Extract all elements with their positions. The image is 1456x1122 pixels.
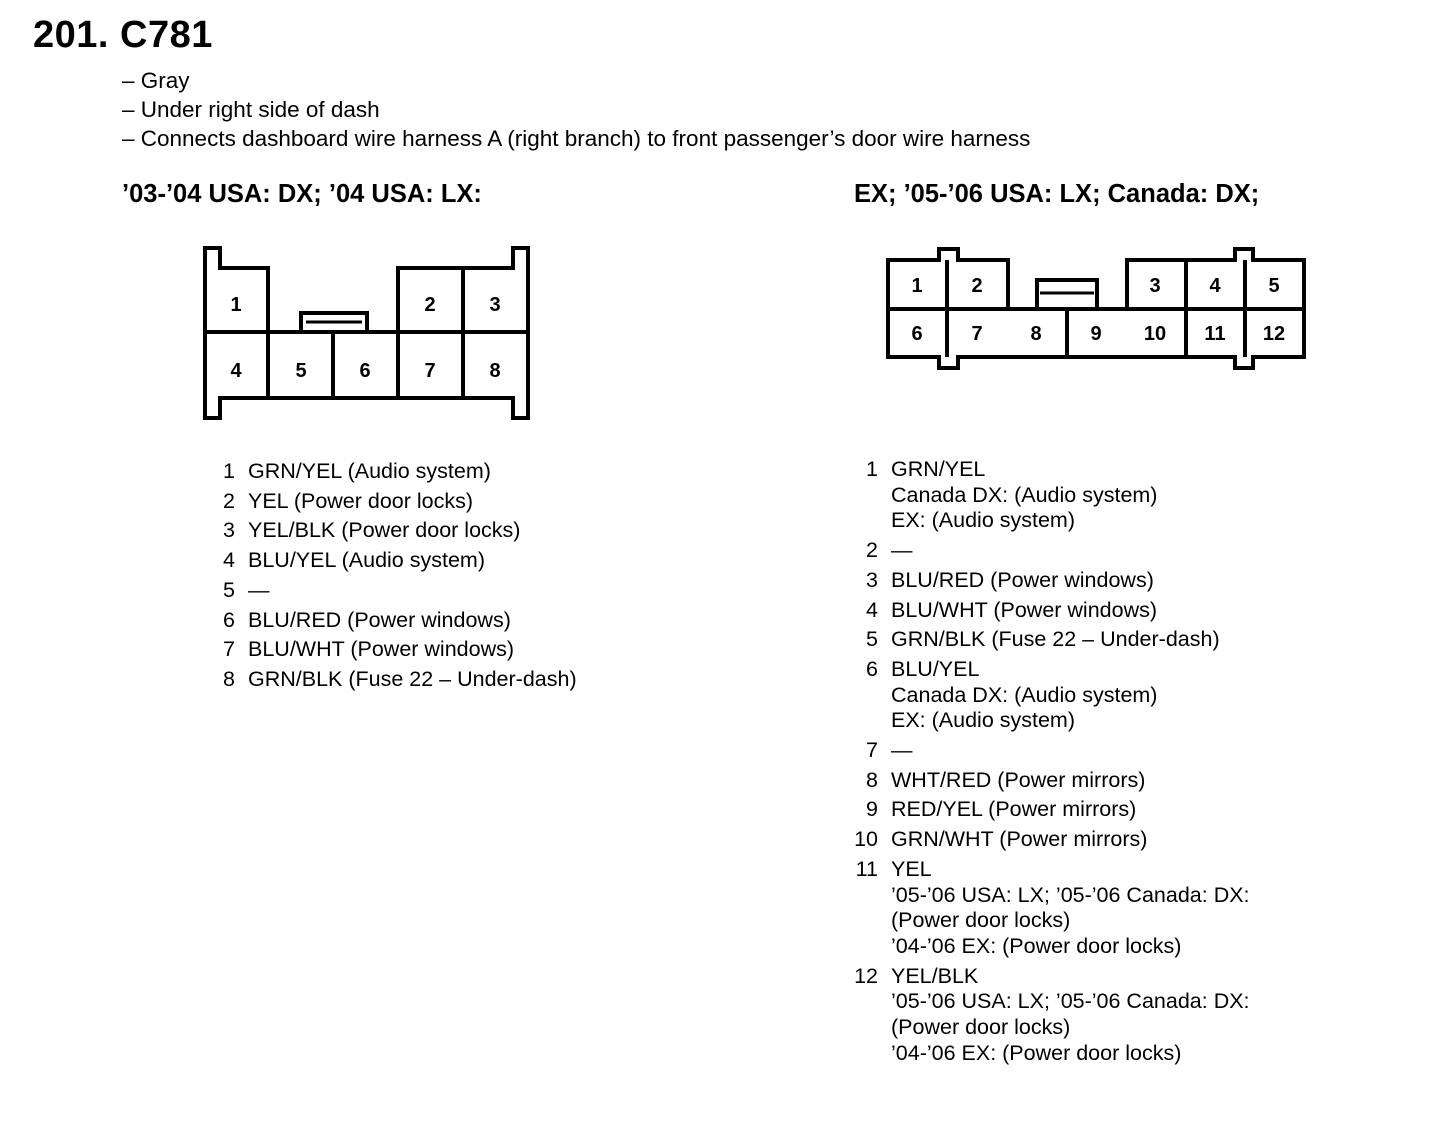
left-cavity-7: 7 bbox=[424, 360, 436, 382]
pin-description bbox=[248, 516, 520, 546]
connector-location: – Under right side of dash bbox=[122, 97, 380, 122]
pin-description bbox=[891, 657, 1157, 734]
pin-description bbox=[891, 598, 1157, 624]
pin-number: 8 bbox=[223, 666, 235, 691]
right-pin-2 bbox=[846, 538, 1250, 564]
pin-description bbox=[248, 546, 485, 576]
right-pinout-list bbox=[846, 457, 1250, 1070]
wire-color: — bbox=[891, 538, 913, 563]
pin-description bbox=[891, 797, 1136, 823]
left-cavity-1: 1 bbox=[230, 294, 242, 316]
connector-description: – Connects dashboard wire harness A (right branch) to front passenger’s door wire harness bbox=[122, 126, 1031, 151]
wire-color: YEL/BLK bbox=[891, 963, 979, 988]
wire-color: GRN/WHT (Power mirrors) bbox=[891, 827, 1148, 852]
pin-description bbox=[248, 457, 491, 487]
pin-note: ’05-’06 USA: LX; ’05-’06 Canada: DX: bbox=[891, 989, 1250, 1014]
right-cavity-9: 9 bbox=[1090, 323, 1102, 345]
right-pin-10 bbox=[846, 827, 1250, 853]
connector-color: – Gray bbox=[122, 68, 190, 93]
pin-number: 9 bbox=[866, 797, 878, 822]
left-cavity-4: 4 bbox=[230, 360, 242, 382]
left-cavity-6: 6 bbox=[359, 360, 371, 382]
wire-color: GRN/YEL (Audio system) bbox=[248, 459, 491, 483]
pin-number: 1 bbox=[223, 459, 235, 483]
pin-number: 3 bbox=[223, 518, 235, 543]
wire-color: — bbox=[891, 738, 913, 763]
pin-number: 4 bbox=[223, 548, 235, 573]
left-pin-6 bbox=[203, 606, 577, 636]
right-pin-4 bbox=[846, 598, 1250, 624]
pin-description bbox=[248, 606, 511, 636]
pin-number: 3 bbox=[866, 567, 878, 592]
pin-number: 10 bbox=[854, 827, 878, 852]
pin-number: 2 bbox=[223, 488, 235, 513]
wire-color: BLU/RED (Power windows) bbox=[248, 607, 511, 632]
pin-number: 6 bbox=[866, 656, 878, 681]
page-title: 201. C781 bbox=[33, 14, 213, 56]
left-pin-8 bbox=[203, 665, 577, 695]
pin-note: Canada DX: (Audio system) bbox=[891, 482, 1158, 507]
wire-color: GRN/YEL bbox=[891, 457, 986, 481]
wire-color: BLU/YEL bbox=[891, 656, 980, 681]
pin-note: EX: (Audio system) bbox=[891, 508, 1075, 533]
right-cavity-6: 6 bbox=[911, 323, 923, 345]
pin-number: 4 bbox=[866, 597, 878, 622]
pin-number: 1 bbox=[866, 457, 878, 481]
right-pin-6 bbox=[846, 657, 1250, 734]
left-cavity-2: 2 bbox=[424, 294, 436, 316]
pin-description bbox=[248, 635, 514, 665]
pin-description bbox=[248, 576, 270, 606]
right-pin-3 bbox=[846, 568, 1250, 594]
pin-note: ’04-’06 EX: (Power door locks) bbox=[891, 1040, 1182, 1065]
pin-note: EX: (Audio system) bbox=[891, 708, 1075, 733]
right-pin-8 bbox=[846, 768, 1250, 794]
right-pin-9 bbox=[846, 797, 1250, 823]
right-cavity-1: 1 bbox=[911, 275, 923, 297]
pin-note: ’04-’06 EX: (Power door locks) bbox=[891, 933, 1182, 958]
wire-color: BLU/RED (Power windows) bbox=[891, 567, 1154, 592]
pin-description bbox=[248, 487, 473, 517]
pin-description bbox=[891, 627, 1220, 653]
right-cavity-8: 8 bbox=[1030, 323, 1042, 345]
pin-number: 11 bbox=[855, 856, 878, 881]
right-cavity-11: 11 bbox=[1204, 323, 1226, 345]
left-pin-1 bbox=[203, 457, 577, 487]
right-cavity-2: 2 bbox=[971, 275, 983, 297]
right-cavity-10: 10 bbox=[1143, 323, 1167, 345]
right-cavity-12: 12 bbox=[1262, 323, 1286, 345]
left-pinout-list bbox=[203, 457, 577, 695]
pin-description bbox=[891, 457, 1157, 534]
pin-description bbox=[891, 538, 913, 564]
left-pin-2 bbox=[203, 487, 577, 517]
wire-color: WHT/RED (Power mirrors) bbox=[891, 767, 1146, 792]
right-cavity-3: 3 bbox=[1149, 275, 1161, 297]
wire-color: GRN/BLK (Fuse 22 – Under-dash) bbox=[248, 666, 577, 691]
right-cavity-5: 5 bbox=[1268, 275, 1280, 297]
pin-description bbox=[891, 768, 1145, 794]
left-variant-heading: ’03-’04 USA: DX; ’04 USA: LX: bbox=[122, 180, 482, 208]
pin-number: 2 bbox=[866, 538, 878, 563]
wire-color: YEL bbox=[891, 856, 932, 881]
wire-color: BLU/WHT (Power windows) bbox=[248, 637, 515, 662]
left-cavity-8: 8 bbox=[489, 360, 501, 382]
left-pin-4 bbox=[203, 546, 577, 576]
pin-number: 5 bbox=[223, 577, 235, 602]
left-pin-5 bbox=[203, 576, 577, 606]
right-pin-5 bbox=[846, 627, 1250, 653]
wire-color: GRN/BLK (Fuse 22 – Under-dash) bbox=[891, 627, 1220, 652]
wire-color: YEL (Power door locks) bbox=[248, 488, 474, 513]
pin-number: 7 bbox=[866, 738, 878, 763]
right-pin-11 bbox=[846, 857, 1250, 960]
pin-number: 7 bbox=[223, 637, 235, 662]
left-pin-7 bbox=[203, 635, 577, 665]
pin-note: (Power door locks) bbox=[891, 1015, 1071, 1040]
pin-number: 8 bbox=[866, 767, 878, 792]
right-pin-12 bbox=[846, 964, 1250, 1067]
pin-description bbox=[891, 964, 1250, 1067]
left-cavity-3: 3 bbox=[489, 294, 501, 316]
right-cavity-4: 4 bbox=[1209, 275, 1221, 297]
wire-color: RED/YEL (Power mirrors) bbox=[891, 797, 1137, 822]
wire-color: BLU/WHT (Power windows) bbox=[891, 597, 1158, 622]
pin-number: 6 bbox=[223, 607, 235, 632]
pin-note: (Power door locks) bbox=[891, 908, 1071, 933]
left-pin-3 bbox=[203, 516, 577, 546]
right-cavity-7: 7 bbox=[971, 323, 983, 345]
pin-note: Canada DX: (Audio system) bbox=[891, 682, 1158, 707]
pin-description bbox=[891, 568, 1154, 594]
left-cavity-5: 5 bbox=[295, 360, 307, 382]
right-pin-1 bbox=[846, 457, 1250, 534]
pin-description bbox=[248, 665, 577, 695]
right-pin-7 bbox=[846, 738, 1250, 764]
wire-color: BLU/YEL (Audio system) bbox=[248, 548, 485, 573]
wire-color: — bbox=[248, 577, 270, 602]
pin-number: 5 bbox=[866, 627, 878, 652]
pin-number: 12 bbox=[854, 963, 878, 988]
pin-description bbox=[891, 738, 913, 764]
pin-description bbox=[891, 827, 1147, 853]
pin-note: ’05-’06 USA: LX; ’05-’06 Canada: DX: bbox=[891, 882, 1250, 907]
pin-description bbox=[891, 857, 1250, 960]
wire-color: YEL/BLK (Power door locks) bbox=[248, 518, 521, 543]
right-variant-heading: EX; ’05-’06 USA: LX; Canada: DX; bbox=[854, 180, 1260, 208]
